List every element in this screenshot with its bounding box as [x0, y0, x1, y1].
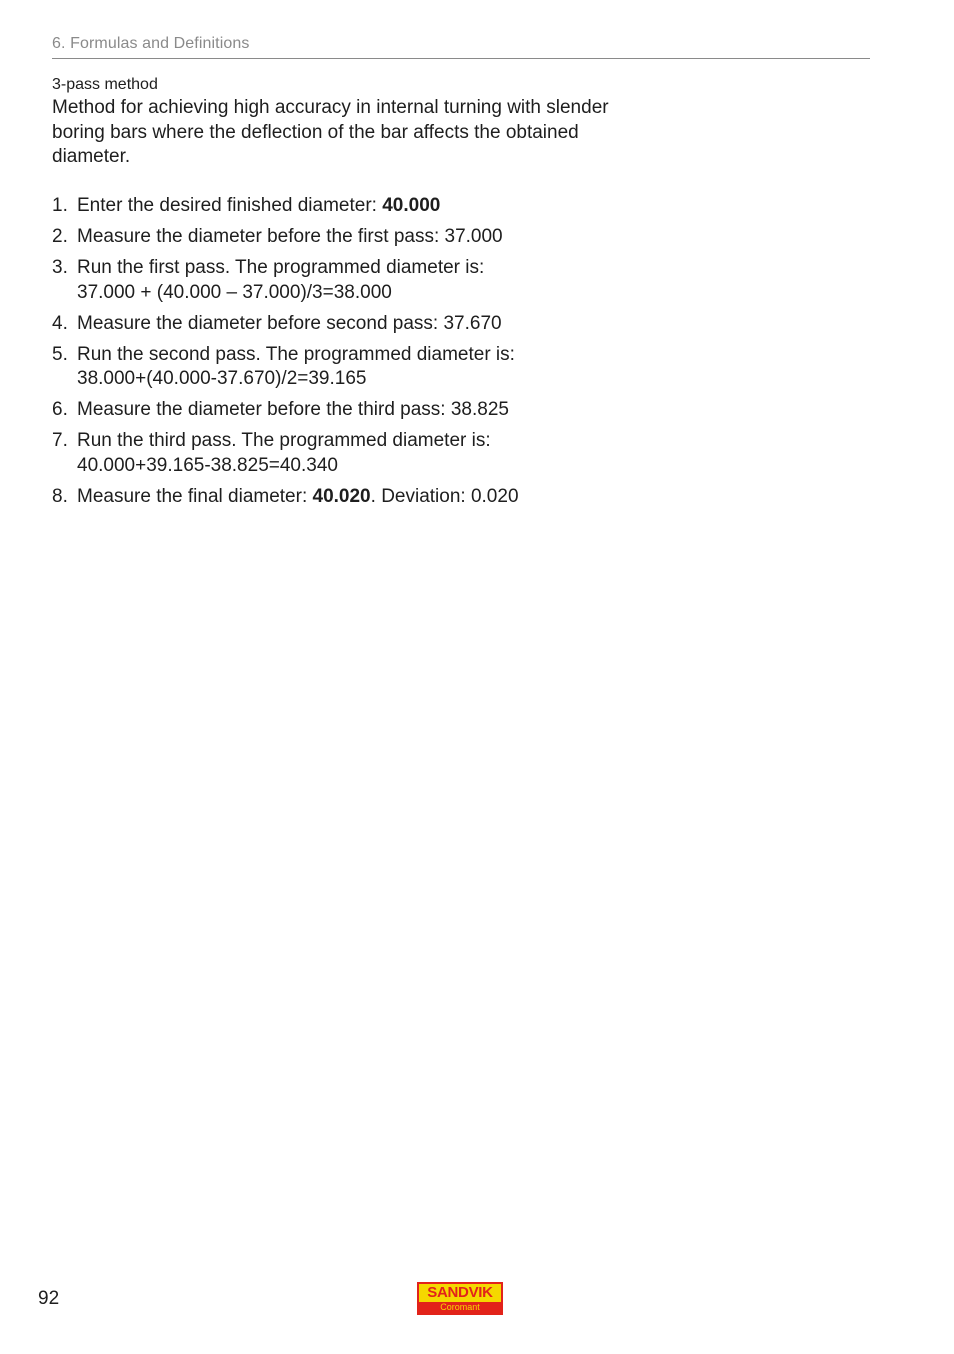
step-number: 5. [52, 343, 68, 365]
step-number: 1. [52, 195, 68, 216]
step-formula: 40.000+39.165-38.825=40.340 [77, 454, 338, 476]
list-item [52, 256, 692, 305]
step-text-part: . Deviation: 0.020 [370, 485, 519, 507]
step-text-part: Measure the final diameter: [77, 485, 313, 507]
list-item [52, 312, 692, 337]
page-number: 92 [38, 1288, 60, 1309]
step-number: 8. [52, 485, 68, 507]
step-text: Measure the diameter before second pass: 37.670 [77, 312, 502, 334]
list-item [52, 343, 692, 392]
step-formula: 38.000+(40.000-37.670)/2=39.165 [77, 368, 367, 389]
step-number: 7. [52, 430, 68, 451]
list-item [52, 398, 692, 423]
step-line: Run the second pass. The programmed diameter is: [77, 343, 515, 365]
list-item [52, 485, 692, 510]
header-divider [52, 58, 870, 59]
step-text [77, 485, 692, 510]
step-text-part: Enter the desired finished diameter: [77, 195, 383, 216]
final-diameter-value: 40.020 [312, 485, 371, 507]
running-header: 6. Formulas and Definitions [52, 35, 250, 52]
sandvik-coromant-logo [417, 1282, 503, 1315]
section-heading: 3-pass method [52, 76, 158, 93]
step-number: 3. [52, 257, 68, 278]
step-number: 2. [52, 226, 68, 247]
step-text [77, 194, 692, 219]
list-item [52, 225, 692, 250]
intro-paragraph: Method for achieving high accuracy in internal turning with slender boring bars where the deflection of the bar affects the obtained diameter. [52, 97, 609, 167]
step-formula: 37.000 + (40.000 – 37.000)/3=38.000 [77, 281, 392, 303]
step-text: Measure the diameter before the first pass: 37.000 [77, 226, 503, 247]
list-item [52, 429, 692, 478]
step-line: Run the third pass. The programmed diameter is: [77, 430, 491, 451]
step-line: Run the first pass. The programmed diameter is: [77, 257, 485, 278]
target-diameter-value: 40.000 [382, 195, 441, 216]
step-text: Measure the diameter before the third pass: 38.825 [77, 399, 509, 420]
logo-wordmark: SANDVIK [427, 1284, 493, 1301]
step-text [77, 429, 692, 478]
step-text [77, 256, 692, 305]
logo-subtitle: Coromant [419, 1302, 501, 1313]
step-number: 4. [52, 312, 68, 334]
step-number: 6. [52, 399, 68, 420]
step-text [77, 343, 692, 392]
list-item [52, 194, 692, 219]
steps-list [52, 194, 692, 516]
